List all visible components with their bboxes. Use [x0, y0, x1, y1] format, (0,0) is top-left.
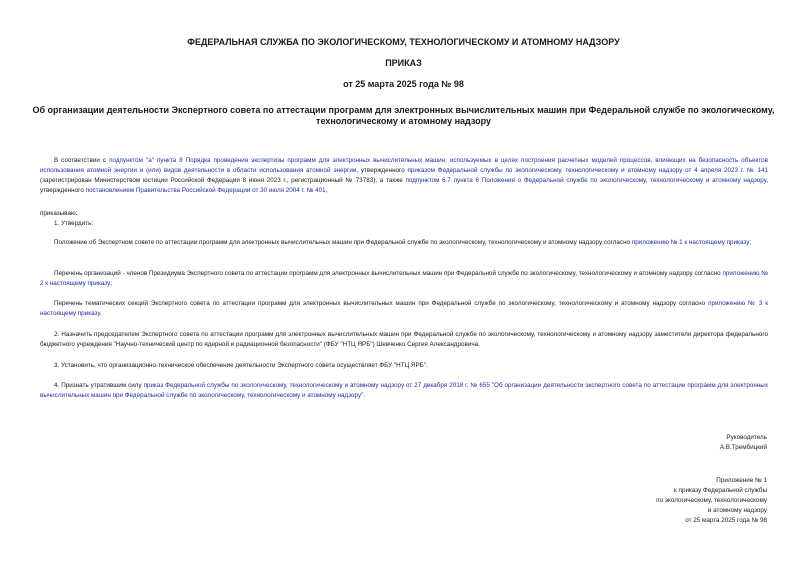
- appendix-line-3: по экологическому, технологическому: [656, 497, 767, 504]
- appendix-3-link[interactable]: приложению № 3 к настоящему приказу: [40, 300, 768, 317]
- preamble-text-4: , утвержденного: [40, 177, 768, 194]
- sub-item-3: [40, 299, 768, 319]
- agency-name: ФЕДЕРАЛЬНАЯ СЛУЖБА ПО ЭКОЛОГИЧЕСКОМУ, ТЕХНОЛОГИЧЕСКОМУ И АТОМНОМУ НАДЗОРУ: [187, 37, 620, 47]
- sub-item-3-text: Перечень тематических секций Экспертного совета по аттестации программ для электронных вычислительных машин при Федеральной службе по экологическому, технологическому и атомному надзору согласно: [54, 300, 709, 307]
- preamble-text-1: В соответствии с: [54, 157, 110, 164]
- appendix-line-1: Приложение № 1: [716, 477, 767, 484]
- sub-item-3-end: .: [99, 310, 102, 317]
- item-4-end: .: [363, 392, 366, 399]
- item-4: [40, 381, 768, 401]
- sub-item-2: [40, 269, 768, 289]
- preamble-text-3: (зарегистрирован Министерством юстиции Российской Федерации 8 июня 2023 г., регистрационный № 73783), а также: [40, 177, 406, 184]
- sub-item-1-text: Положение об Экспертном совете по аттестации программ для электронных вычислительных машин при Федеральной службе по экологическому, технологическому и атомному надзору согласно: [54, 239, 632, 246]
- item-2: 2. Назначить председателем Экспертного совета по аттестации программ для электронных вычислительных машин при Федеральной службе по экологическому, технологическому и атомному надзору заместителя директора федерального бюджетного учреждения "Научно-технический центр по ядерной и радиационной безопасности" (ФБУ "НТЦ ЯРБ") Шевченко Сергея Александровича.: [40, 331, 768, 348]
- sub-item-2-end: ;: [110, 280, 112, 287]
- sub-item-1: [40, 238, 768, 248]
- signature-block: [567, 433, 767, 453]
- appendix-line-4: и атомному надзору: [707, 507, 767, 514]
- item-3: 3. Установить, что организационно-техническое обеспечение деятельности Экспертного совета осуществляет ФБУ "НТЦ ЯРБ".: [54, 362, 428, 369]
- appendix-1-link[interactable]: приложению № 1 к настоящему приказу: [631, 239, 750, 246]
- appendix-header: [567, 476, 767, 526]
- sub-item-1-end: ;: [749, 239, 752, 246]
- sub-item-2-text: Перечень организаций - членов Президиума Экспертного совета по аттестации программ для электронных вычислительных машин при Федеральной службе по экологическому, технологическому и атомному надзору согласно: [54, 270, 723, 277]
- doc-type: ПРИКАЗ: [385, 58, 422, 68]
- preamble-link-4[interactable]: постановлением Правительства Российской Федерации от 30 июля 2004 г. № 401: [85, 187, 326, 194]
- preamble-text-2: , утвержденного: [356, 167, 408, 174]
- preamble-link-2[interactable]: приказом Федеральной службы по экологическому, технологическому и атомному надзору от 4 апреля 2023 г. № 141: [407, 167, 768, 174]
- order-word: приказываю:: [40, 210, 78, 217]
- preamble-paragraph: [40, 156, 768, 196]
- appendix-2-link[interactable]: приложению № 2 к настоящему приказу: [40, 270, 769, 287]
- appendix-line-5: от 25 марта 2025 года № 98: [685, 517, 767, 524]
- signature-name: А.В.Трембицкий: [719, 444, 767, 451]
- preamble-text-5: ,: [325, 187, 328, 194]
- item-4-text: 4. Признать утратившим силу: [54, 382, 144, 389]
- doc-title: Об организации деятельности Экспертного совета по аттестации программ для электронных вычислительных машин при Федеральной службе по экологическому, технологическому и атомному надзору: [32, 105, 775, 126]
- preamble-link-3[interactable]: подпунктом 6.7 пункта 6 Положения о Федеральной службе по экологическому, технологическому и атомному надзору: [405, 177, 767, 184]
- preamble-link-1[interactable]: подпунктом "а" пункта 8 Порядка проведения экспертизы программ для электронных вычислительных машин, используемых в целях построения расчетных моделей процессов, влияющих на безопасность объектов использования атомной энергии и (или) видов деятельности в области использования атомной энергии: [40, 157, 768, 174]
- doc-date-number: от 25 марта 2025 года № 98: [343, 79, 464, 89]
- signature-role: Руководитель: [726, 434, 767, 441]
- repealed-order-link[interactable]: приказ Федеральной службы по экологическому, технологическому и атомному надзору от 27 декабря 2018 г. № 655 "Об организации деятельности экспертного совета по аттестации программ для электронных вычислительных машин при Федеральной службе по экологическому, технологическому и атомному надзору": [40, 382, 768, 399]
- appendix-line-2: к приказу Федеральной службы: [674, 487, 767, 494]
- item-1: 1. Утвердить:: [54, 220, 94, 227]
